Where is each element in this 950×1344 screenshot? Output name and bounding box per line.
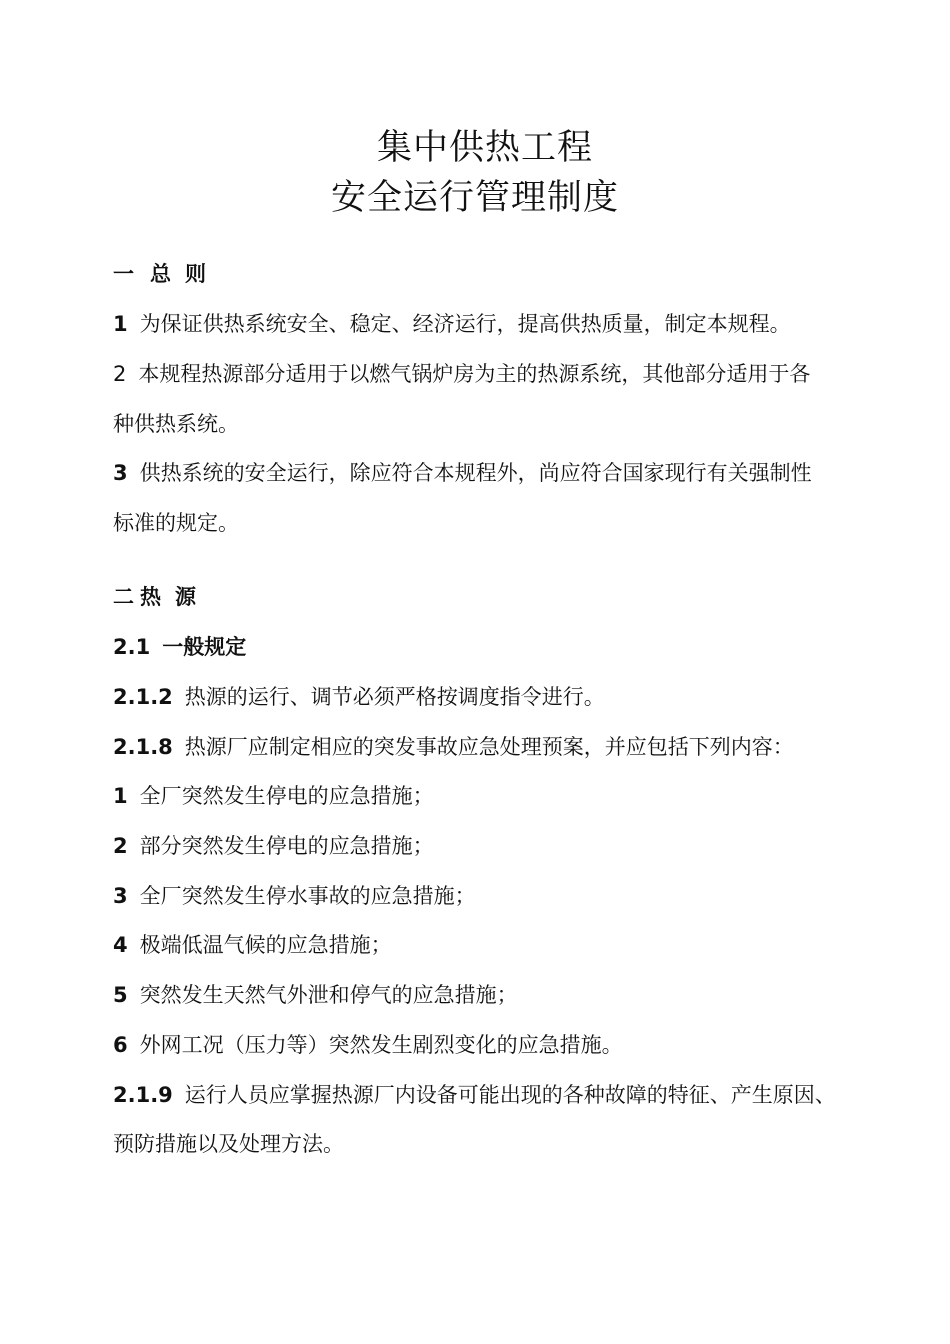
section1-item-3-continuation: 标准的规定。 — [113, 511, 239, 535]
item-number: 3 — [113, 461, 128, 485]
item-number: 4 — [113, 933, 128, 957]
item-number: 6 — [113, 1033, 128, 1057]
section1-numeral: 一 — [113, 262, 134, 286]
clause-text: 热源厂应制定相应的突发事故应急处理预案，并应包括下列内容： — [184, 735, 794, 759]
section1-item-1 — [113, 309, 873, 339]
item-text: 极端低温气候的应急措施； — [139, 933, 392, 957]
section2-heading — [113, 582, 873, 612]
clause-2-1-8-item-1 — [113, 781, 873, 811]
clause-text: 运行人员应掌握热源厂内设备可能出现的各种故障的特征、产生原因、 — [184, 1083, 836, 1107]
section1-item-3 — [113, 458, 873, 488]
item-text: 外网工况（压力等）突然发生剧烈变化的应急措施。 — [139, 1033, 623, 1057]
section1-heading-char2: 则 — [185, 262, 206, 286]
item-text: 突然发生天然气外泄和停气的应急措施； — [139, 983, 518, 1007]
section1-heading-char1: 总 — [150, 262, 171, 286]
subsection-number: 2.1 — [113, 635, 151, 659]
clause-number: 2.1.2 — [113, 685, 173, 709]
item-number: 3 — [113, 884, 128, 908]
section2-numeral: 二 — [113, 585, 134, 609]
item-number: 5 — [113, 983, 128, 1007]
item-text: 供热系统的安全运行，除应符合本规程外，尚应符合国家现行有关强制性 — [139, 461, 812, 485]
section1-item-2 — [113, 359, 873, 389]
clause-2-1-8-item-3 — [113, 881, 873, 911]
clause-2-1-8-item-2 — [113, 831, 873, 861]
item-number: 1 — [113, 784, 128, 808]
item-number: 2 — [113, 362, 127, 386]
clause-2-1-2 — [113, 682, 873, 712]
clause-number: 2.1.8 — [113, 735, 173, 759]
clause-2-1-9 — [113, 1080, 873, 1110]
clause-2-1-8-item-4 — [113, 930, 873, 960]
subsection-title: 一般规定 — [162, 635, 247, 659]
item-text: 为保证供热系统安全、稳定、经济运行，提高供热质量，制定本规程。 — [139, 312, 791, 336]
clause-number: 2.1.9 — [113, 1083, 173, 1107]
item-number: 2 — [113, 834, 128, 858]
item-text: 部分突然发生停电的应急措施； — [139, 834, 434, 858]
item-text: 全厂突然发生停电的应急措施； — [139, 784, 434, 808]
clause-2-1-9-continuation: 预防措施以及处理方法。 — [113, 1132, 344, 1156]
section2-heading-char1: 热 — [140, 585, 161, 609]
document-title-line2: 安全运行管理制度 — [330, 178, 619, 218]
clause-2-1-8-item-5 — [113, 980, 873, 1010]
item-number: 1 — [113, 312, 128, 336]
section1-heading — [113, 259, 873, 289]
item-text: 本规程热源部分适用于以燃气锅炉房为主的热源系统，其他部分适用于各 — [138, 362, 811, 386]
item-text: 全厂突然发生停水事故的应急措施； — [139, 884, 476, 908]
clause-2-1-8 — [113, 732, 873, 762]
section1-item-2-continuation: 种供热系统。 — [113, 412, 239, 436]
clause-text: 热源的运行、调节必须严格按调度指令进行。 — [184, 685, 605, 709]
document-title-line1: 集中供热工程 — [376, 128, 593, 168]
clause-2-1-8-item-6 — [113, 1030, 873, 1060]
section2-heading-char2: 源 — [175, 585, 196, 609]
subsection-2-1-heading — [113, 632, 873, 662]
